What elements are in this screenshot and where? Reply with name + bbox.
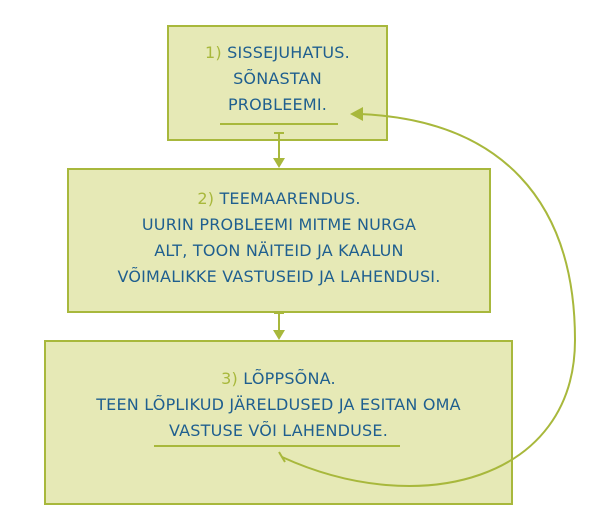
step-3-line-1: TEEN LÕPLIKUD JÄRELDUSED JA ESITAN OMA: [96, 395, 461, 414]
step-2-line-2: ALT, TOON NÄITEID JA KAALUN: [154, 241, 404, 260]
step-3-line-2: VASTUSE VÕI LAHENDUSE.: [168, 421, 389, 440]
step-1-title: SISSEJUHATUS.: [227, 43, 350, 62]
step-2-line-1: UURIN PROBLEEMI MITME NURGA: [141, 215, 417, 234]
step-3-title: LÕPPSÕNA.: [243, 369, 336, 388]
step-2-number: 2): [197, 189, 215, 208]
arrow-step-1-to-2: [273, 133, 285, 168]
step-1-line-1: SÕNASTAN: [233, 69, 322, 88]
arrow-step-2-to-3: [273, 313, 285, 340]
step-1-number: 1): [205, 43, 222, 62]
step-2-line-3: VÕIMALIKKE VASTUSEID JA LAHENDUSI.: [117, 267, 441, 286]
step-3-number: 3): [221, 369, 238, 388]
step-2-title: TEEMAARENDUS.: [219, 189, 361, 208]
step-1-line-2: PROBLEEMI.: [227, 95, 328, 114]
feedback-loop-arrow: [279, 107, 575, 486]
